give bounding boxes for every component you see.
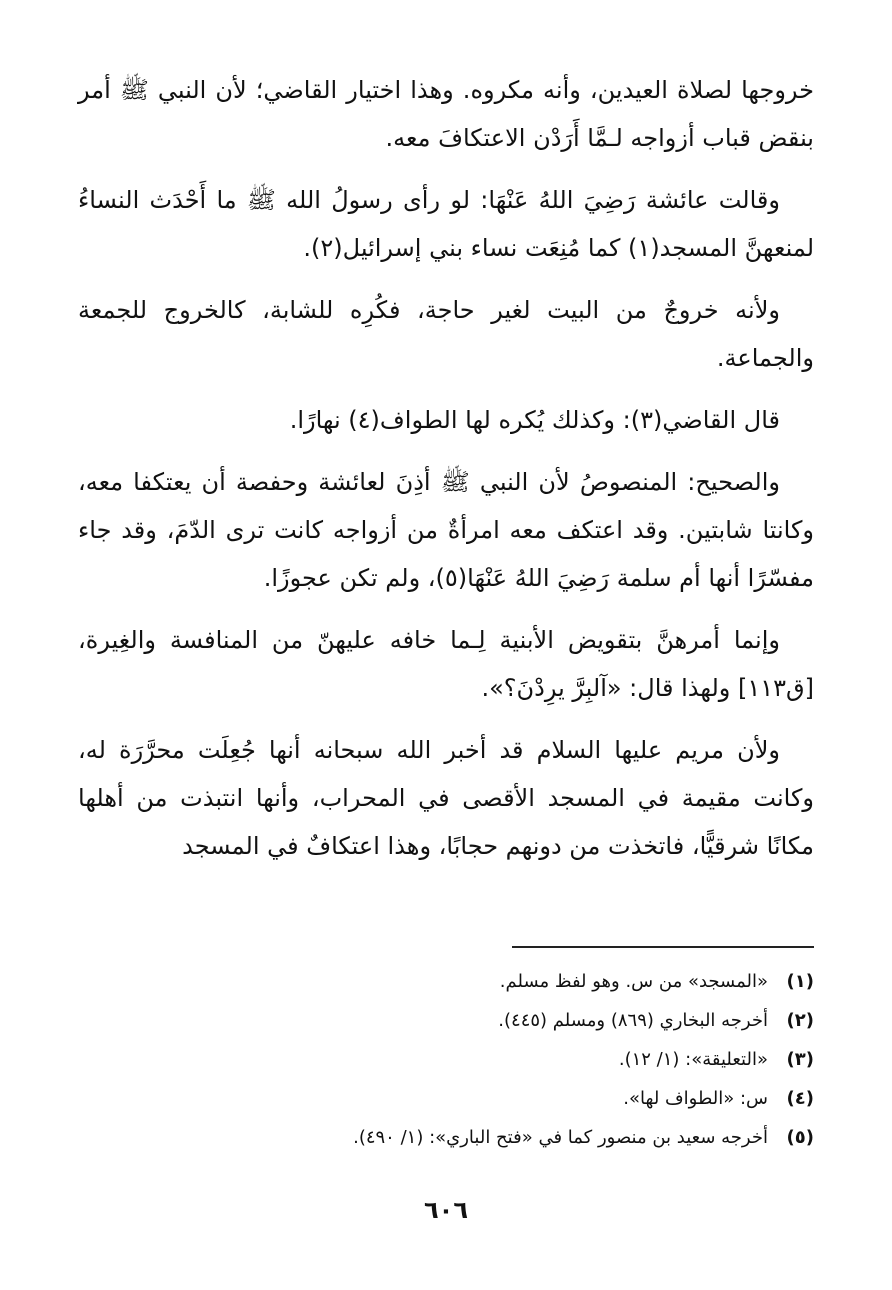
footnote-number: (٤) — [786, 1088, 814, 1109]
footnote — [78, 962, 814, 1001]
footnote-text: «المسجد» من س. وهو لفظ مسلم. — [499, 971, 768, 992]
footnote — [78, 1118, 814, 1157]
paragraph: ولأنه خروجٌ من البيت لغير حاجة، فكُرِه للشابة، كالخروج للجمعة والجماعة. — [78, 296, 814, 372]
paragraph: قال القاضي(٣): وكذلك يُكره لها الطواف(٤) نهارًا. — [289, 406, 780, 434]
footnote — [78, 1040, 814, 1079]
footnote-text: أخرجه سعيد بن منصور كما في «فتح الباري»: (١/ ٤٩٠). — [353, 1127, 768, 1148]
paragraph: وقالت عائشة رَضِيَ اللهُ عَنْهَا: لو رأى رسولُ الله ﷺ ما أَحْدَث النساءُ لمنعهنَّ المسجد(١) كما مُنِعَت نساء بني إسرائيل(٢). — [78, 186, 814, 262]
footnote — [78, 1079, 814, 1118]
footnote-text: أخرجه البخاري (٨٦٩) ومسلم (٤٤٥). — [498, 1010, 768, 1031]
footnote-separator — [512, 946, 814, 948]
paragraph: وإنما أمرهنَّ بتقويض الأبنية لِـما خافه عليهنّ من المنافسة والغِيرة، [ق١١٣] ولهذا قال: «آلبِرَّ يرِدْنَ؟». — [78, 626, 814, 702]
footnote — [78, 1001, 814, 1040]
paragraph: والصحيح: المنصوصُ لأن النبي ﷺ أذِنَ لعائشة وحفصة أن يعتكفا معه، وكانتا شابتين. وقد اعتكف معه امرأةٌ من أزواجه كانت ترى الدّمَ، وقد جاء مفسّرًا أنها أم سلمة رَضِيَ اللهُ عَنْهَا(٥)، ولم تكن عجوزًا. — [78, 468, 814, 592]
main-text — [78, 66, 814, 884]
footnote-number: (٣) — [786, 1049, 814, 1070]
footnote-number: (٢) — [786, 1010, 814, 1031]
paragraph: ولأن مريم عليها السلام قد أخبر الله سبحانه أنها جُعِلَت محرَّرَة له، وكانت مقيمة في المسجد الأقصى في المحراب، وأنها انتبذت من أهلها مكانًا شرقيًّا، فاتخذت من دونهم حجابًا، وهذا اعتكافٌ في المسجد — [78, 736, 814, 860]
paragraph: خروجها لصلاة العيدين، وأنه مكروه. وهذا اختيار القاضي؛ لأن النبي ﷺ أمر بنقض قباب أزواجه لـمَّا أَرَدْن الاعتكافَ معه. — [78, 76, 814, 152]
footnote-text: «التعليقة»: (١/ ١٢). — [618, 1049, 768, 1070]
footnote-number: (٥) — [786, 1127, 814, 1148]
footnote-number: (١) — [786, 971, 814, 992]
footnote-text: س: «الطواف لها». — [623, 1088, 768, 1109]
footnotes — [78, 962, 814, 1157]
page-number: ٦٠٦ — [424, 1196, 468, 1224]
